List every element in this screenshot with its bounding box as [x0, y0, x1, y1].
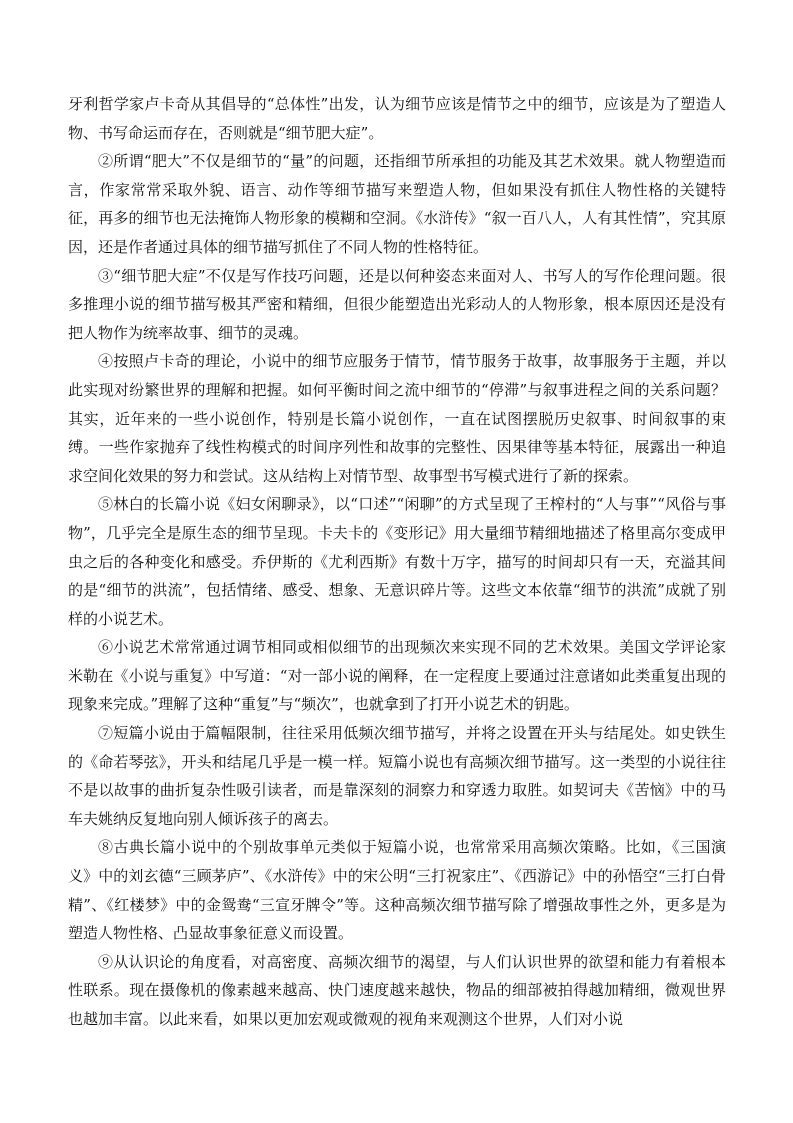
paragraph-2: ②所谓“肥大”不仅是细节的“量”的问题，还指细节所承担的功能及其艺术效果。就人物塑造而言，作家常常采取外貌、语言、动作等细节描写来塑造人物，但如果没有抓住人物性格的关键特征，再多的细节也无法掩饰人物形象的模糊和空洞。《水浒传》“叙一百八人，人有其性情”，究其原因，还是作者通过具体的细节描写抓住了不同人物的性格特征。	[68, 152, 726, 256]
paragraph-1-continued: 牙利哲学家卢卡奇从其倡导的“总体性”出发，认为细节应该是情节之中的细节，应该是为了塑造人物、书写命运而存在，否则就是“细节肥大症”。	[68, 95, 726, 142]
paragraph-4: ④按照卢卡奇的理论，小说中的细节应服务于情节，情节服务于故事，故事服务于主题，并以此实现对纷繁世界的理解和把握。如何平衡时间之流中细节的“停滞”与叙事进程之间的关系问题？其实，近年来的一些小说创作，特别是长篇小说创作，一直在试图摆脱历史叙事、时间叙事的束缚。一些作家抛弃了线性构模式的时间序列性和故事的完整性、因果律等基本特征，展露出一种追求空间化效果的努力和尝试。这从结构上对情节型、故事型书写模式进行了新的探索。	[68, 352, 726, 485]
paragraph-9: ⑨从认识论的角度看，对高密度、高频次细节的渴望，与人们认识世界的欲望和能力有着根本性联系。现在摄像机的像素越来越高、快门速度越来越快，物品的细部被拍得越加精细，微观世界也越加丰富。以此来看，如果以更加宏观或微观的视角来观测这个世界，人们对小说	[68, 952, 726, 1028]
paragraph-3: ③“细节肥大症”不仅是写作技巧问题，还是以何种姿态来面对人、书写人的写作伦理问题。很多推理小说的细节描写极其严密和精细，但很少能塑造出光彩动人的人物形象，根本原因还是没有把人物作为统率故事、细节的灵魂。	[68, 266, 726, 342]
paragraph-6: ⑥小说艺术常常通过调节相同或相似细节的出现频次来实现不同的艺术效果。美国文学评论家米勒在《小说与重复》中写道：“对一部小说的阐释，在一定程度上要通过注意诸如此类重复出现的现象来完成。”理解了这种“重复”与“频次”，也就拿到了打开小说艺术的钥匙。	[68, 638, 726, 714]
paragraph-7: ⑦短篇小说由于篇幅限制，往往采用低频次细节描写，并将之设置在开头与结尾处。如史铁生的《命若琴弦》，开头和结尾几乎是一模一样。短篇小说也有高频次细节描写。这一类型的小说往往不是以故事的曲折复杂性吸引读者，而是靠深刻的洞察力和穿透力取胜。如契诃夫《苦恼》中的马车夫姚纳反复地向别人倾诉孩子的离去。	[68, 724, 726, 828]
article-body	[68, 90, 726, 1034]
paragraph-8: ⑧古典长篇小说中的个别故事单元类似于短篇小说，也常常采用高频次策略。比如，《三国演义》中的刘玄德“三顾茅庐”、《水浒传》中的宋公明“三打祝家庄”、《西游记》中的孙悟空“三打白骨精”、《红楼梦》中的金鸳鸯“三宣牙牌令”等。这种高频次细节描写除了增强故事性之外，更多是为塑造人物性格、凸显故事象征意义而设置。	[68, 838, 726, 943]
paragraph-5: ⑤林白的长篇小说《妇女闲聊录》，以“口述”“闲聊”的方式呈现了王榨村的“人与事”“风俗与事物”，几乎完全是原生态的细节呈现。卡夫卡的《变形记》用大量细节精细地描述了格里高尔变成甲虫之后的各种变化和感受。乔伊斯的《尤利西斯》有数十万字，描写的时间却只有一天，充溢其间的是“细节的洪流”，包括情绪、感受、想象、无意识碎片等。这些文本依靠“细节的洪流”成就了别样的小说艺术。	[68, 495, 726, 628]
